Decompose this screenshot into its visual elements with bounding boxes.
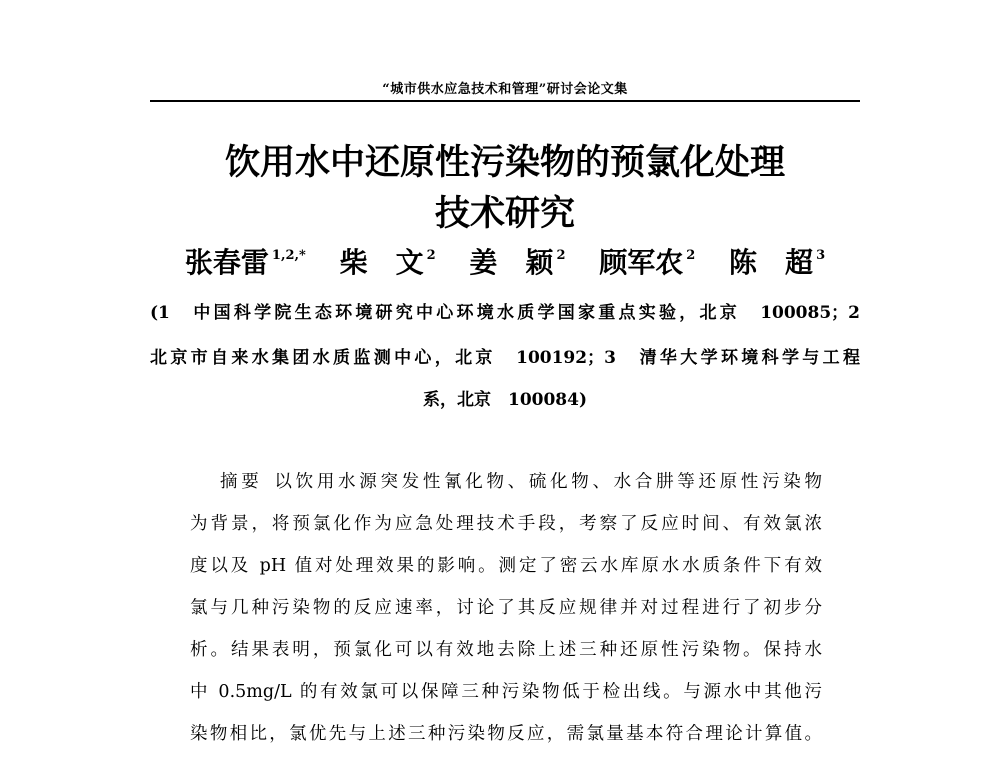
affiliation-line-1: (1 中国科学院生态环境研究中心环境水质学国家重点实验，北京 100085；2 [150, 303, 860, 323]
author-affiliation-mark: 1,2,* [271, 248, 306, 263]
abstract-text: 以饮用水源突发性氰化物、硫化物、水合肼等还原性污染物 [274, 472, 823, 492]
author-2 [340, 248, 436, 279]
author-5 [729, 248, 825, 279]
author-name: 柴 文 [339, 246, 424, 279]
author-affiliation-mark: 2 [556, 248, 566, 263]
abstract-line-6: 中 0.5mg/L 的有效氯可以保障三种污染物低于检出线。与源水中其他污 [190, 682, 822, 702]
author-1 [185, 248, 306, 279]
author-affiliation-mark: 2 [686, 248, 696, 263]
abstract-line-5: 析。结果表明，预氯化可以有效地去除上述三种还原性污染物。保持水 [190, 640, 822, 660]
author-name: 陈 超 [729, 246, 814, 279]
abstract-line-2: 为背景，将预氯化作为应急处理技术手段，考察了反应时间、有效氯浓 [190, 514, 822, 534]
abstract-line-3: 度以及 pH 值对处理效果的影响。测定了密云水库原水水质条件下有效 [190, 556, 822, 576]
header-rule [150, 100, 860, 102]
affiliation-line-2: 北京市自来水集团水质监测中心，北京 100192；3 清华大学环境科学与工程 [150, 348, 860, 368]
running-header: “城市供水应急技术和管理”研讨会论文集 [382, 82, 628, 97]
author-name: 张春雷 [184, 246, 269, 279]
author-4 [599, 248, 695, 279]
author-name: 顾军农 [599, 246, 684, 279]
author-affiliation-mark: 3 [816, 248, 826, 263]
abstract-line-1 [220, 474, 822, 492]
abstract-label: 摘要 [220, 472, 263, 492]
abstract-line-7: 染物相比，氯优先与上述三种污染物反应，需氯量基本符合理论计算值。 [190, 724, 822, 744]
paper-title-line-1: 饮用水中还原性污染物的预氯化处理 [224, 142, 785, 183]
author-3 [469, 248, 565, 279]
affiliation-line-3: 系，北京 100084) [422, 390, 587, 410]
author-list [150, 248, 860, 279]
author-name: 姜 颖 [469, 246, 554, 279]
abstract-line-4: 氯与几种污染物的反应速率，讨论了其反应规律并对过程进行了初步分 [190, 598, 822, 618]
author-affiliation-mark: 2 [426, 248, 436, 263]
paper-title-line-2: 技术研究 [434, 193, 575, 234]
